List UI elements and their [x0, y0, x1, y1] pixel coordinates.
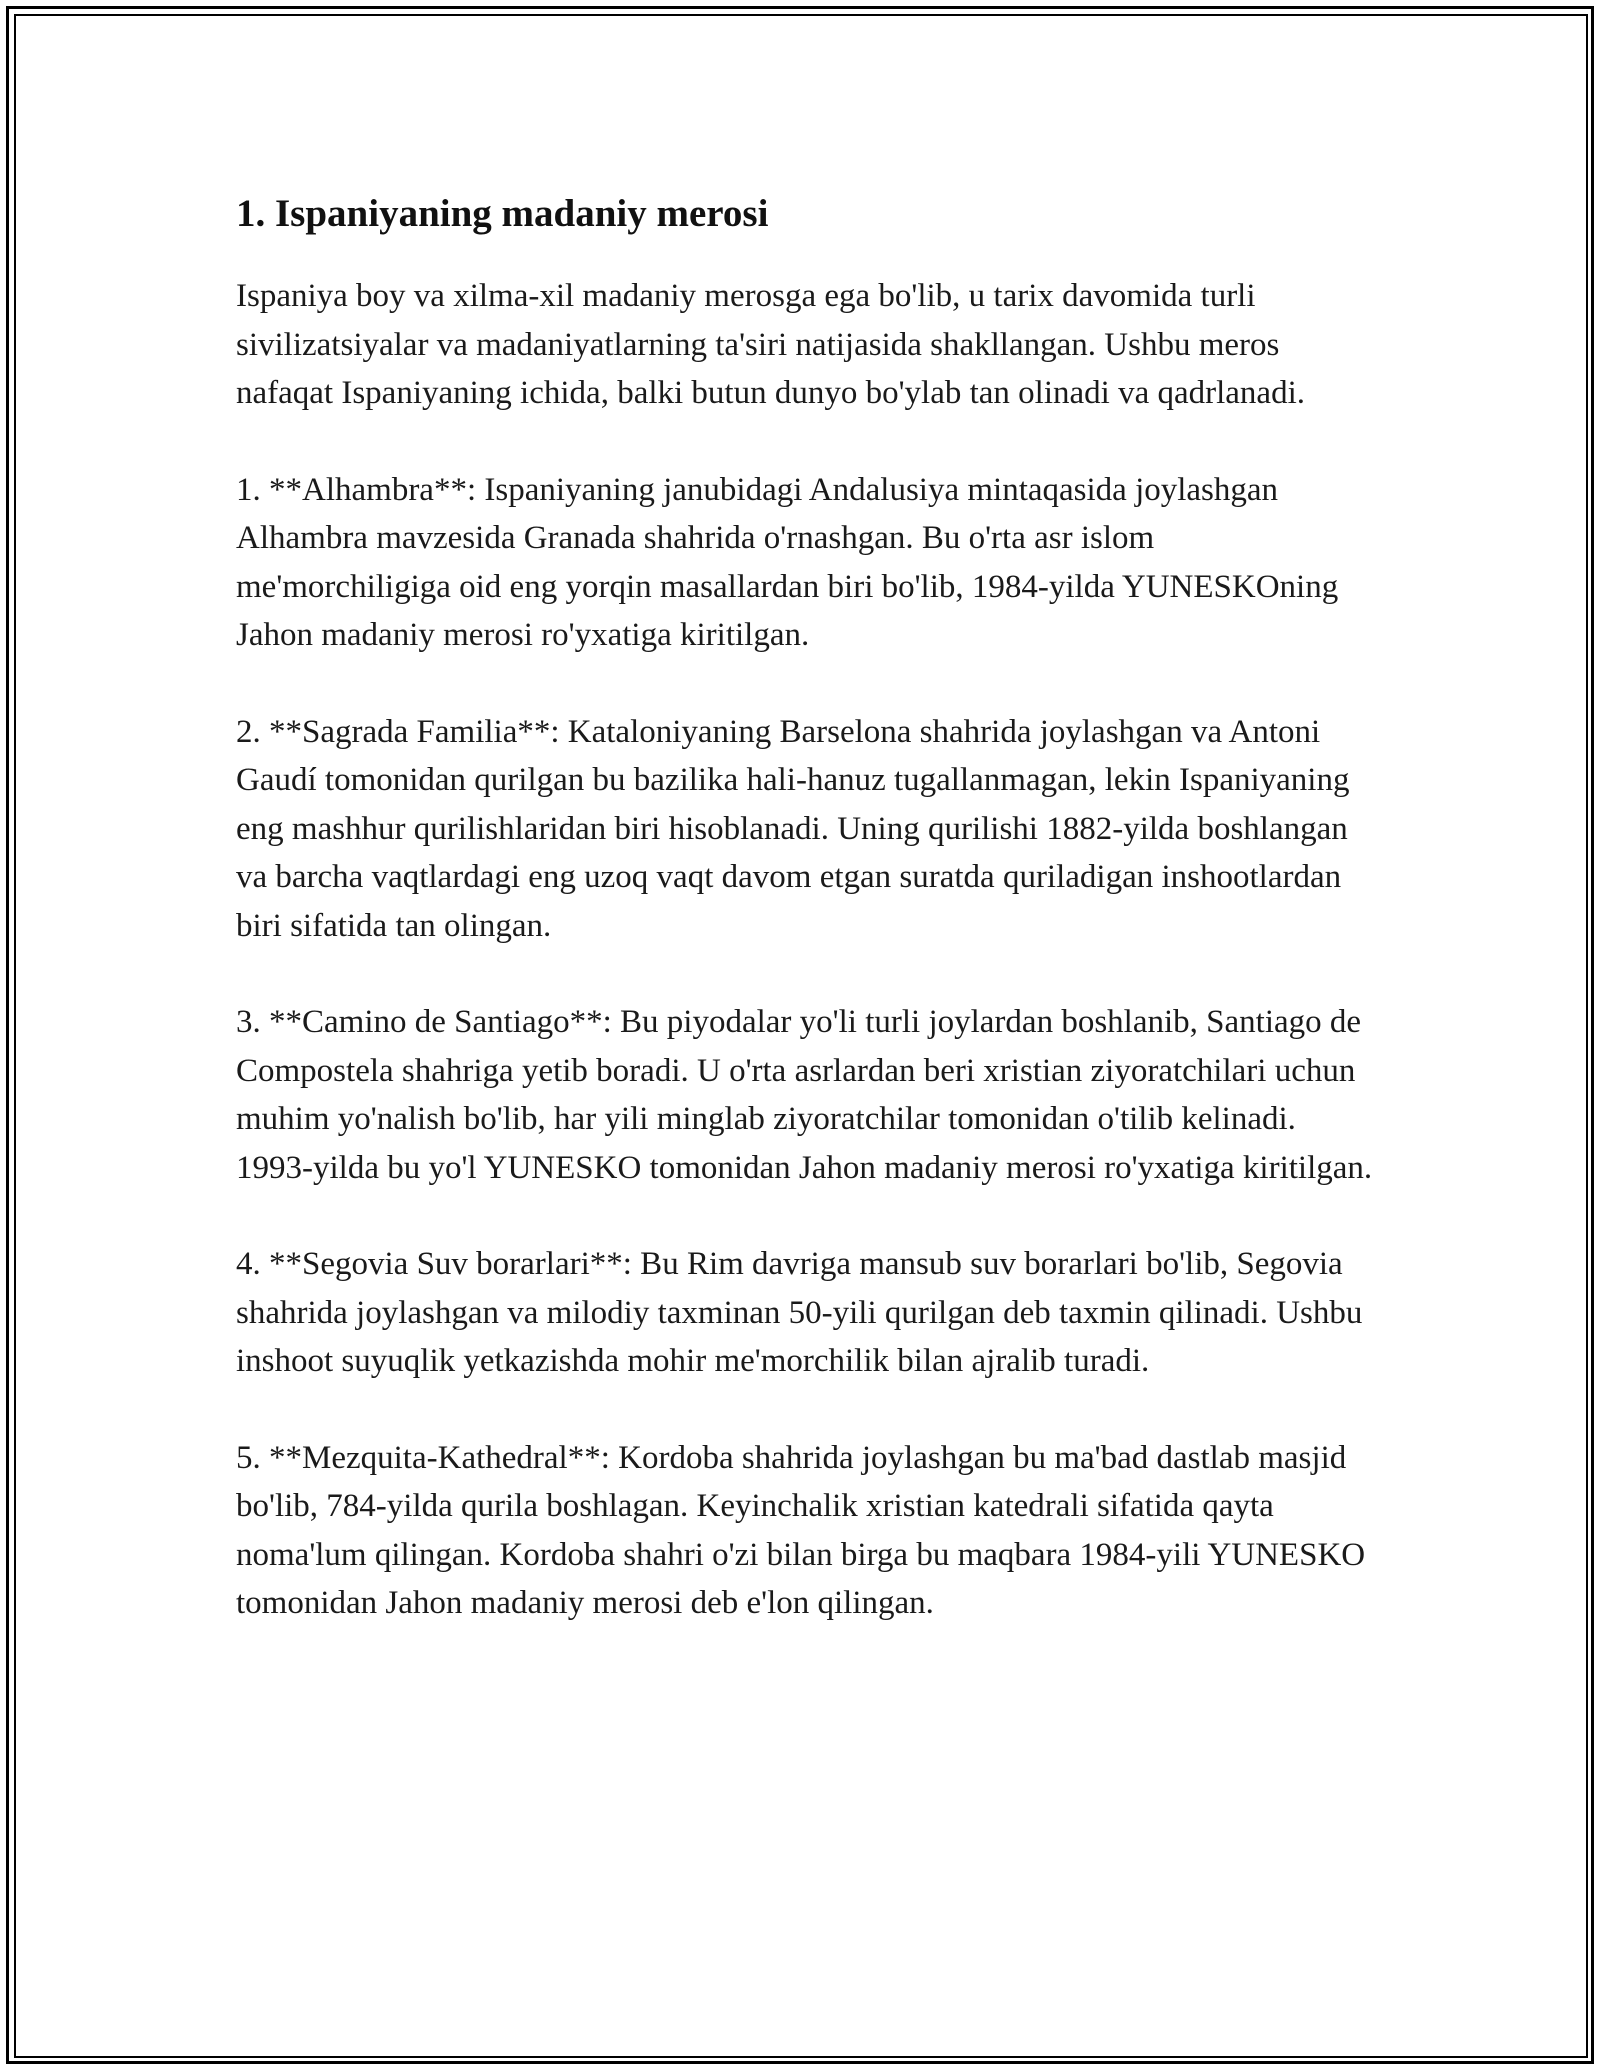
list-item-mezquita-kathedral: 5. **Mezquita-Kathedral**: Kordoba shahrida joylashgan bu ma'bad dastlab masjid bo'lib, 784-yilda qurila boshlagan. Keyinchalik xristian katedrali sifatida qayta noma'lum qilingan. Kordoba shahri o'zi bilan birga bu maqbara 1984-yili YUNESKO tomonidan Jahon madaniy merosi deb e'lon qilingan. [236, 1439, 1366, 1621]
list-item-alhambra: 1. **Alhambra**: Ispaniyaning janubidagi Andalusiya mintaqasida joylashgan Alhambra mavzesida Granada shahrida o'rnashgan. Bu o'rta asr islom me'morchiligiga oid eng yorqin masallardan biri bo'lib, 1984-yilda YUNESKOning Jahon madaniy merosi ro'yxatiga kiritilgan. [236, 471, 1339, 653]
document-body [236, 186, 1376, 1676]
list-item-segovia-aqueduct: 4. **Segovia Suv borarlari**: Bu Rim davriga mansub suv borarlari bo'lib, Segovia shahrida joylashgan va milodiy taxminan 50-yili qurilgan deb taxmin qilinadi. Ushbu inshoot suyuqlik yetkazishda mohir me'morchilik bilan ajralib turadi. [236, 1246, 1363, 1379]
intro-paragraph: Ispaniya boy va xilma-xil madaniy merosga ega bo'lib, u tarix davomida turli sivilizatsiyalar va madaniyatlarning ta'siri natijasida shakllangan. Ushbu meros nafaqat Ispaniyaning ichida, balki butun dunyo bo'ylab tan olinadi va qadrlanadi. [236, 278, 1305, 411]
document-title: 1. Ispaniyaning madaniy merosi [236, 192, 769, 235]
list-item-camino-de-santiago: 3. **Camino de Santiago**: Bu piyodalar yo'li turli joylardan boshlanib, Santiago de Compostela shahriga yetib boradi. U o'rta asrlardan beri xristian ziyoratchilari uchun muhim yo'nalish bo'lib, har yili minglab ziyoratchilar tomonidan o'tilib kelinadi. 1993-yilda bu yo'l YUNESKO tomonidan Jahon madaniy merosi ro'yxatiga kiritilgan. [236, 1004, 1373, 1186]
list-item-sagrada-familia: 2. **Sagrada Familia**: Kataloniyaning Barselona shahrida joylashgan va Antoni Gaudí tomonidan qurilgan bu bazilika hali-hanuz tugallanmagan, lekin Ispaniyaning eng mashhur qurilishlaridan biri hisoblanadi. Uning qurilishi 1882-yilda boshlangan va barcha vaqtlardagi eng uzoq vaqt davom etgan suratda quriladigan inshootlardan biri sifatida tan olingan. [236, 713, 1350, 944]
